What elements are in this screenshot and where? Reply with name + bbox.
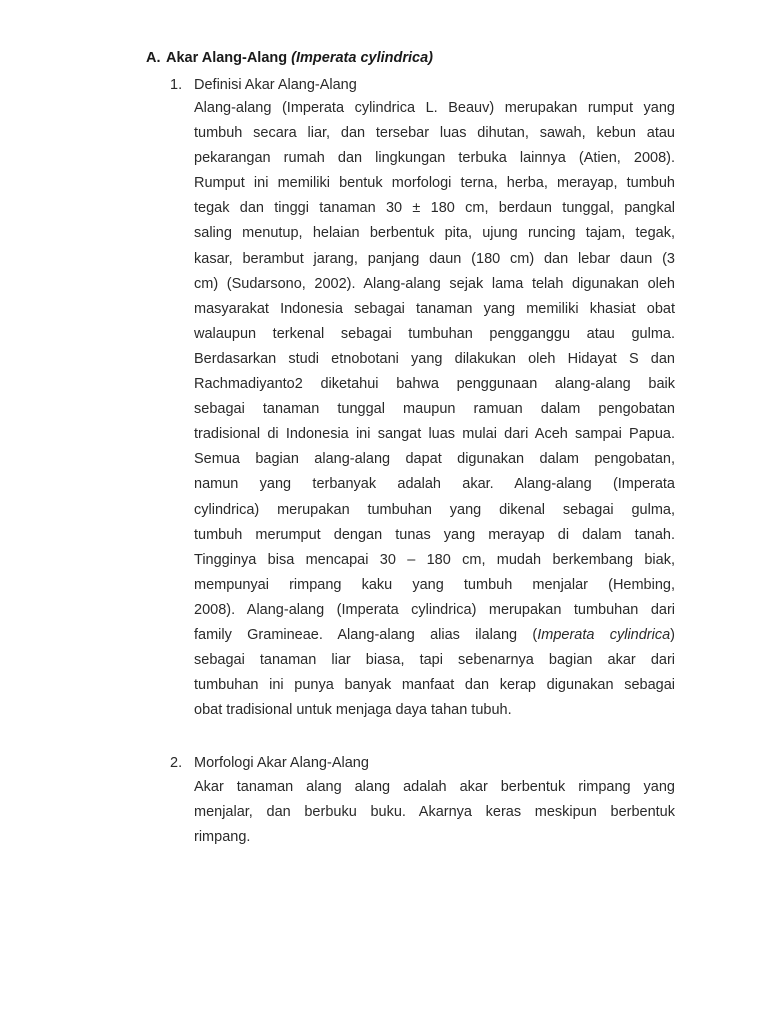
subsection-number: 1. bbox=[170, 77, 183, 93]
paragraph-line: Alang-alang (Imperata cylindrica L. Beauv) merupakan rumput yang bbox=[194, 100, 675, 116]
paragraph-line: walaupun terkenal sebagai tumbuhan pengganggu atau gulma. bbox=[194, 325, 675, 342]
paragraph-line: rimpang. bbox=[194, 829, 251, 846]
latin-name: Imperata cylindrica bbox=[537, 626, 671, 643]
section-heading bbox=[146, 50, 433, 66]
section-letter: A. bbox=[146, 50, 161, 66]
section-title: Akar Alang-Alang bbox=[166, 50, 292, 66]
paragraph-line: masyarakat Indonesia sebagai tanaman yang memiliki khasiat obat bbox=[194, 300, 675, 317]
paragraph-line: tegak dan tinggi tanaman 30 ± 180 cm, berdaun tunggal, pangkal bbox=[194, 200, 675, 217]
paragraph-line: sebagai tanaman liar biasa, tapi sebenarnya bagian akar dari bbox=[194, 652, 675, 669]
paragraph-line: cylindrica) merupakan tumbuhan yang dikenal sebagai gulma, bbox=[194, 501, 675, 518]
line-text-close: ) bbox=[670, 626, 676, 643]
paragraph-line: pekarangan rumah dan lingkungan terbuka lainnya (Atien, 2008). bbox=[194, 150, 675, 167]
paragraph-line: Tingginya bisa mencapai 30 – 180 cm, mudah berkembang biak, bbox=[194, 551, 675, 568]
paragraph-line: cm) (Sudarsono, 2002). Alang-alang sejak lama telah digunakan oleh bbox=[194, 275, 675, 292]
section-title-latin: (Imperata cylindrica) bbox=[291, 50, 433, 66]
paragraph-line: kasar, berambut jarang, panjang daun (180 cm) dan lebar daun (3 bbox=[194, 250, 675, 267]
subsection-2-paragraph bbox=[194, 775, 675, 850]
subsection-title: Morfologi Akar Alang-Alang bbox=[194, 755, 369, 771]
paragraph-line: obat tradisional untuk menjaga daya tahan tubuh. bbox=[194, 702, 512, 719]
paragraph-line: menjalar, dan berbuku buku. Akarnya keras meskipun berbentuk bbox=[194, 804, 675, 821]
subsection-1-heading bbox=[170, 77, 357, 93]
subsection-2-heading bbox=[170, 755, 369, 771]
paragraph-line-mixed bbox=[194, 623, 675, 648]
paragraph-line: Berdasarkan studi etnobotani yang dilakukan oleh Hidayat S dan bbox=[194, 350, 675, 367]
paragraph-line: tumbuhan ini punya banyak manfaat dan kerap digunakan sebagai bbox=[194, 677, 675, 694]
paragraph-line: saling menutup, helaian berbentuk pita, ujung runcing tajam, tegak, bbox=[194, 225, 675, 242]
paragraph-line: Rachmadiyanto2 diketahui bahwa penggunaan alang-alang baik bbox=[194, 376, 675, 393]
paragraph-line: tradisional di Indonesia ini sangat luas mulai dari Aceh sampai Papua. bbox=[194, 426, 675, 443]
paragraph-line: tumbuh merumput dengan tunas yang merayap di dalam tanah. bbox=[194, 526, 675, 543]
paragraph-line: sebagai tanaman tunggal maupun ramuan dalam pengobatan bbox=[194, 401, 675, 418]
subsection-1-paragraph bbox=[194, 96, 675, 723]
subsection-title: Definisi Akar Alang-Alang bbox=[194, 77, 357, 93]
paragraph-line: Akar tanaman alang alang adalah akar berbentuk rimpang yang bbox=[194, 779, 675, 795]
paragraph-line: Rumput ini memiliki bentuk morfologi terna, herba, merayap, tumbuh bbox=[194, 175, 675, 192]
paragraph-line: tumbuh secara liar, dan tersebar luas dihutan, sawah, kebun atau bbox=[194, 125, 675, 142]
subsection-number: 2. bbox=[170, 755, 183, 771]
paragraph-line: namun yang terbanyak adalah akar. Alang-alang (Imperata bbox=[194, 476, 675, 493]
paragraph-line: Semua bagian alang-alang dapat digunakan dalam pengobatan, bbox=[194, 451, 675, 468]
line-text: family Gramineae. Alang-alang alias ilalang ( bbox=[194, 626, 538, 643]
paragraph-line: mempunyai rimpang kaku yang tumbuh menjalar (Hembing, bbox=[194, 576, 675, 593]
paragraph-line: 2008). Alang-alang (Imperata cylindrica) merupakan tumbuhan dari bbox=[194, 601, 675, 618]
